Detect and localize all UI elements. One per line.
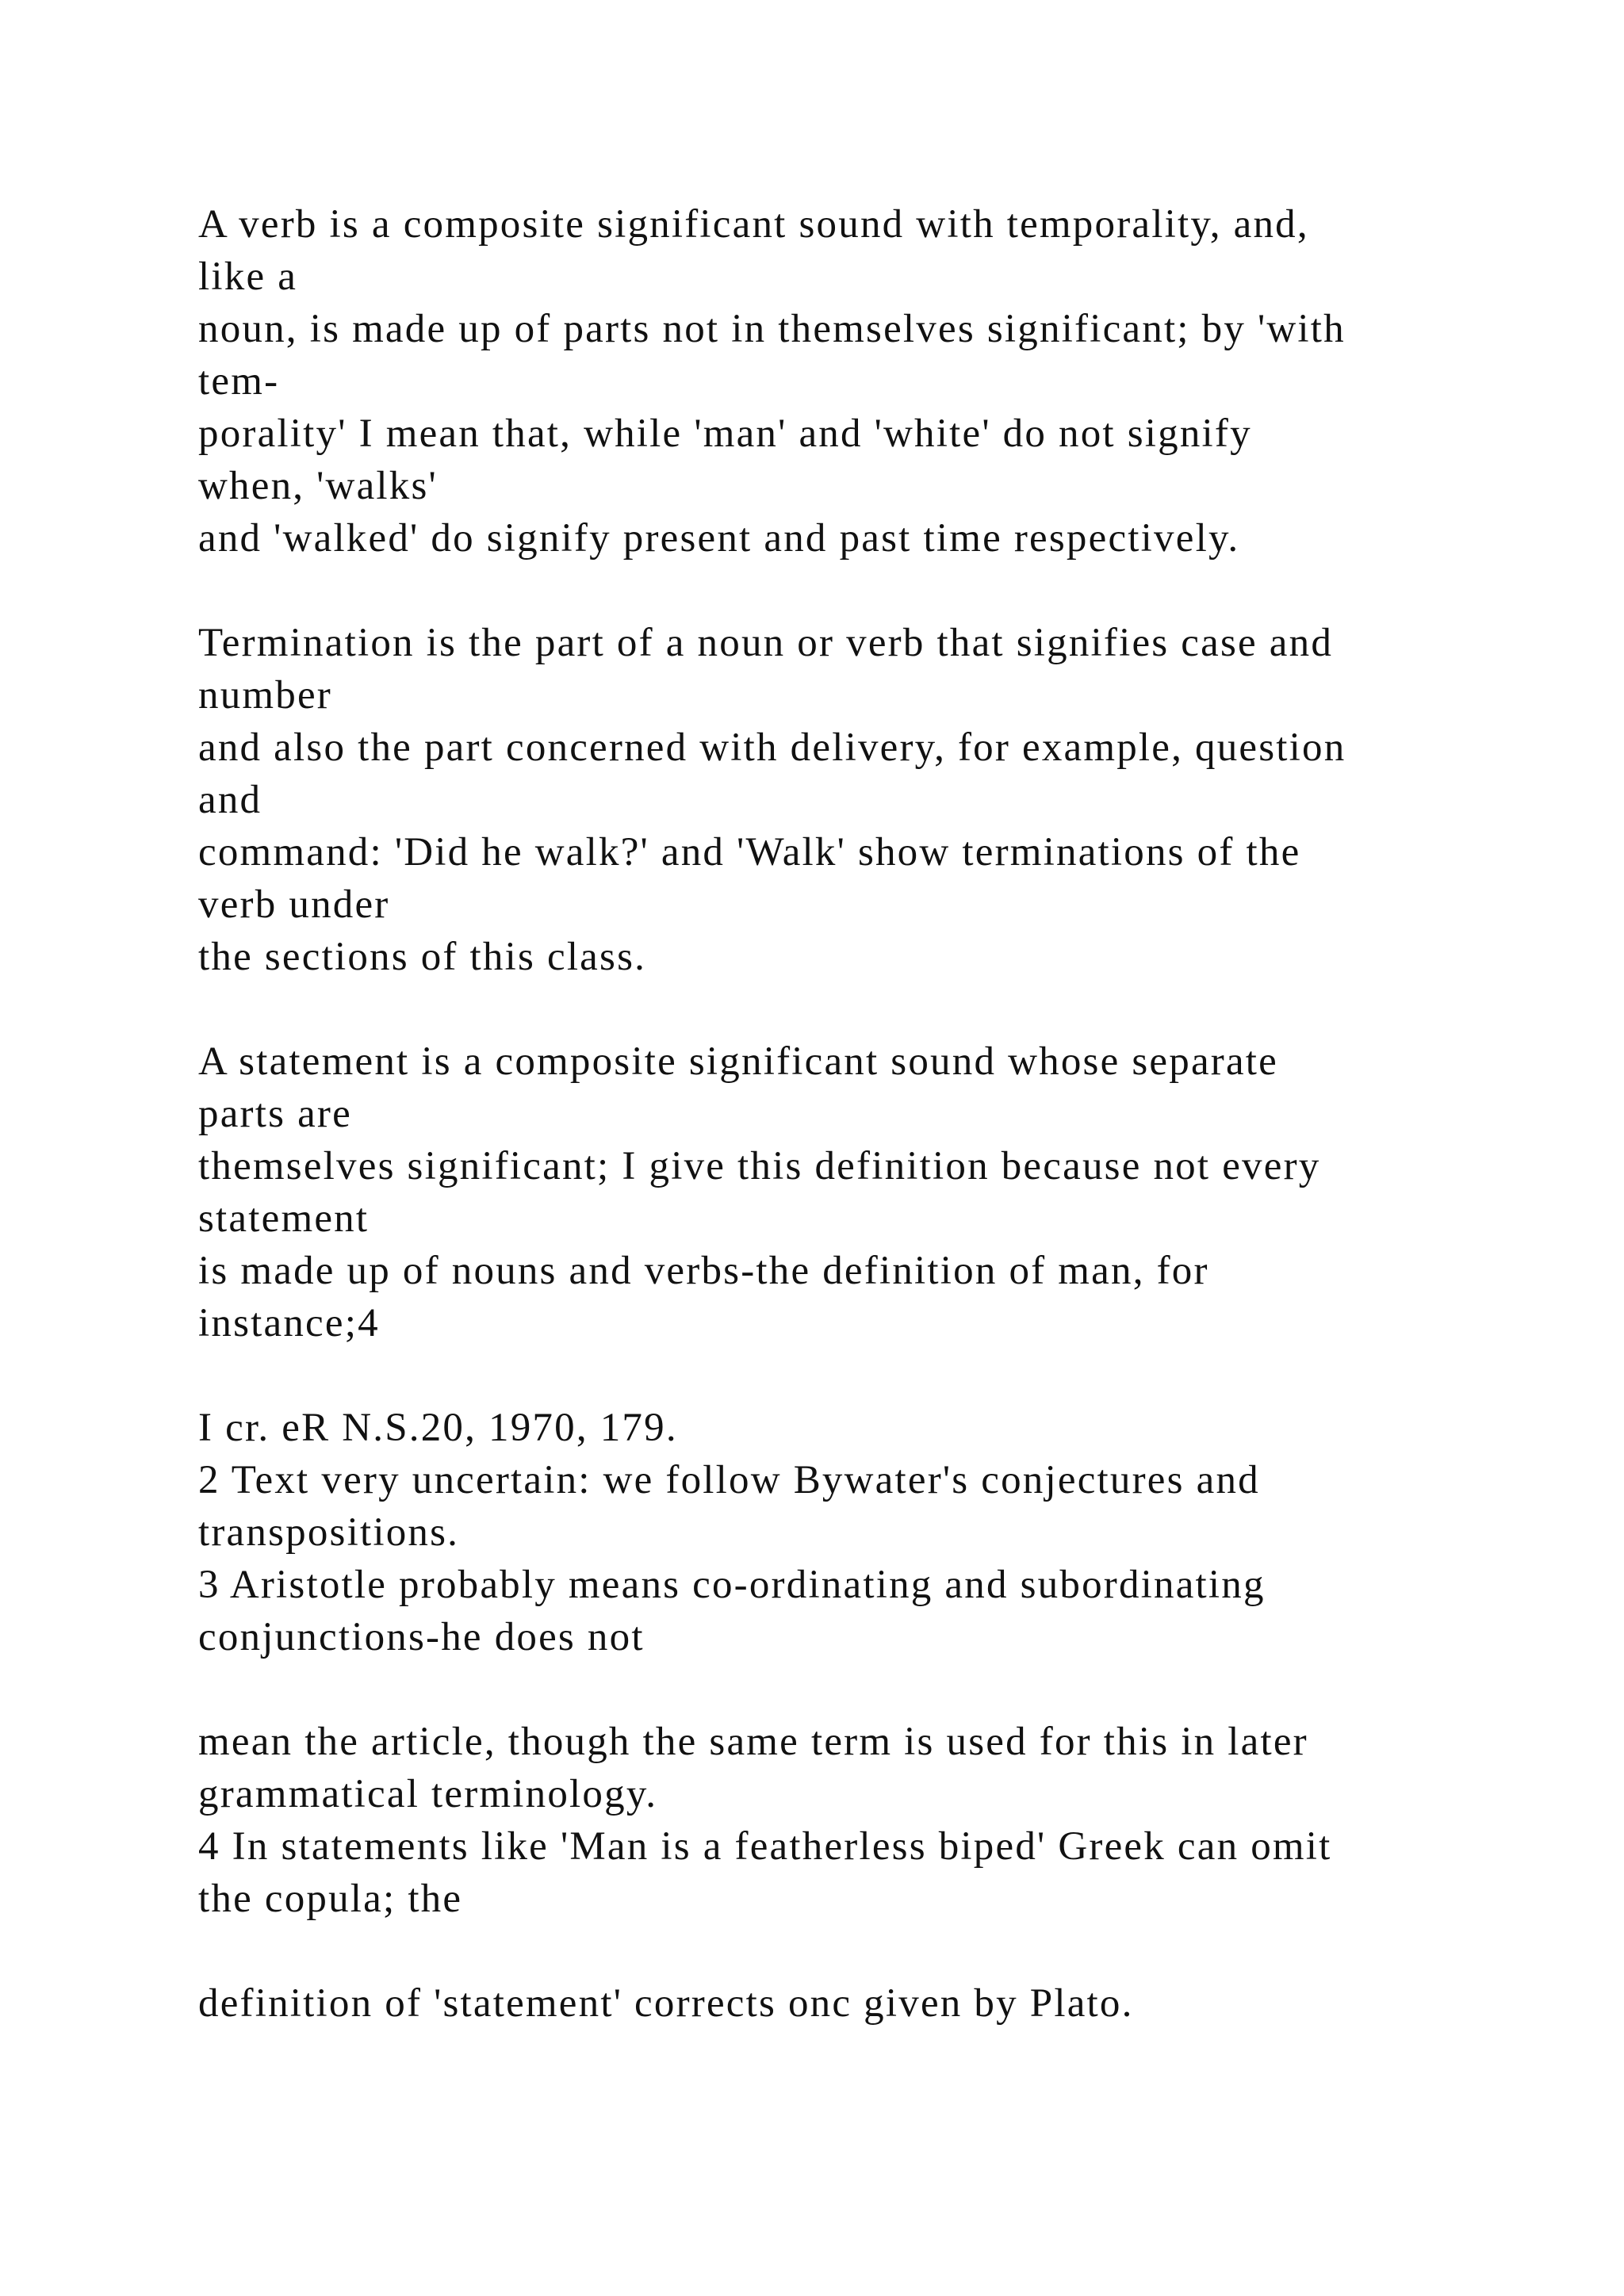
footnote-final <box>198 1977 1546 2030</box>
text-line: like a <box>198 254 298 299</box>
text-line: themselves significant; I give this definition because not every <box>198 1144 1321 1188</box>
text-line: the sections of this class. <box>198 935 647 979</box>
text-line: Termination is the part of a noun or verb that signifies case and <box>198 621 1334 665</box>
text-line: is made up of nouns and verbs-the definition of man, for <box>198 1249 1209 1293</box>
footnote-line: mean the article, though the same term is used for this in later <box>198 1720 1308 1764</box>
text-line: A statement is a composite significant sound whose separate <box>198 1039 1279 1084</box>
text-line: verb under <box>198 882 390 927</box>
text-line: and <box>198 778 262 822</box>
paragraph-verb-definition <box>198 198 1546 564</box>
paragraph-gap <box>198 564 1546 617</box>
paragraph-statement <box>198 1035 1546 1349</box>
paragraph-gap <box>198 1663 1546 1716</box>
text-line: number <box>198 673 332 718</box>
footnote-line: 3 Aristotle probably means co-ordinating and subordinating <box>198 1563 1266 1607</box>
text-line: when, 'walks' <box>198 464 438 508</box>
footnote-line: transpositions. <box>198 1510 460 1555</box>
text-line: porality' I mean that, while 'man' and 'white' do not signify <box>198 411 1252 456</box>
footnote-line: definition of 'statement' corrects onc given by Plato. <box>198 1981 1134 2026</box>
footnote-line: I cr. eR N.S.20, 1970, 179. <box>198 1406 678 1450</box>
document-body <box>198 198 1546 2030</box>
text-line: and also the part concerned with delivery, for example, question <box>198 725 1346 770</box>
footnotes-block <box>198 1402 1546 1663</box>
text-line: and 'walked' do signify present and past time respectively. <box>198 516 1240 561</box>
text-line: statement <box>198 1196 370 1241</box>
paragraph-gap <box>198 1349 1546 1402</box>
text-line: tem- <box>198 359 280 404</box>
text-line: parts are <box>198 1092 352 1136</box>
text-line: noun, is made up of parts not in themselves significant; by 'with <box>198 307 1346 351</box>
footnote-line: 4 In statements like 'Man is a featherless biped' Greek can omit <box>198 1824 1332 1869</box>
footnotes-continued <box>198 1716 1546 1925</box>
footnote-line: grammatical terminology. <box>198 1772 658 1816</box>
text-line: instance;4 <box>198 1301 380 1345</box>
text-line: A verb is a composite significant sound with temporality, and, <box>198 202 1309 247</box>
paragraph-gap <box>198 1925 1546 1977</box>
footnote-line: the copula; the <box>198 1877 463 1921</box>
paragraph-gap <box>198 983 1546 1035</box>
footnote-line: 2 Text very uncertain: we follow Bywater's conjectures and <box>198 1458 1260 1502</box>
paragraph-termination <box>198 617 1546 983</box>
text-line: command: 'Did he walk?' and 'Walk' show terminations of the <box>198 830 1301 874</box>
footnote-line: conjunctions-he does not <box>198 1615 645 1659</box>
